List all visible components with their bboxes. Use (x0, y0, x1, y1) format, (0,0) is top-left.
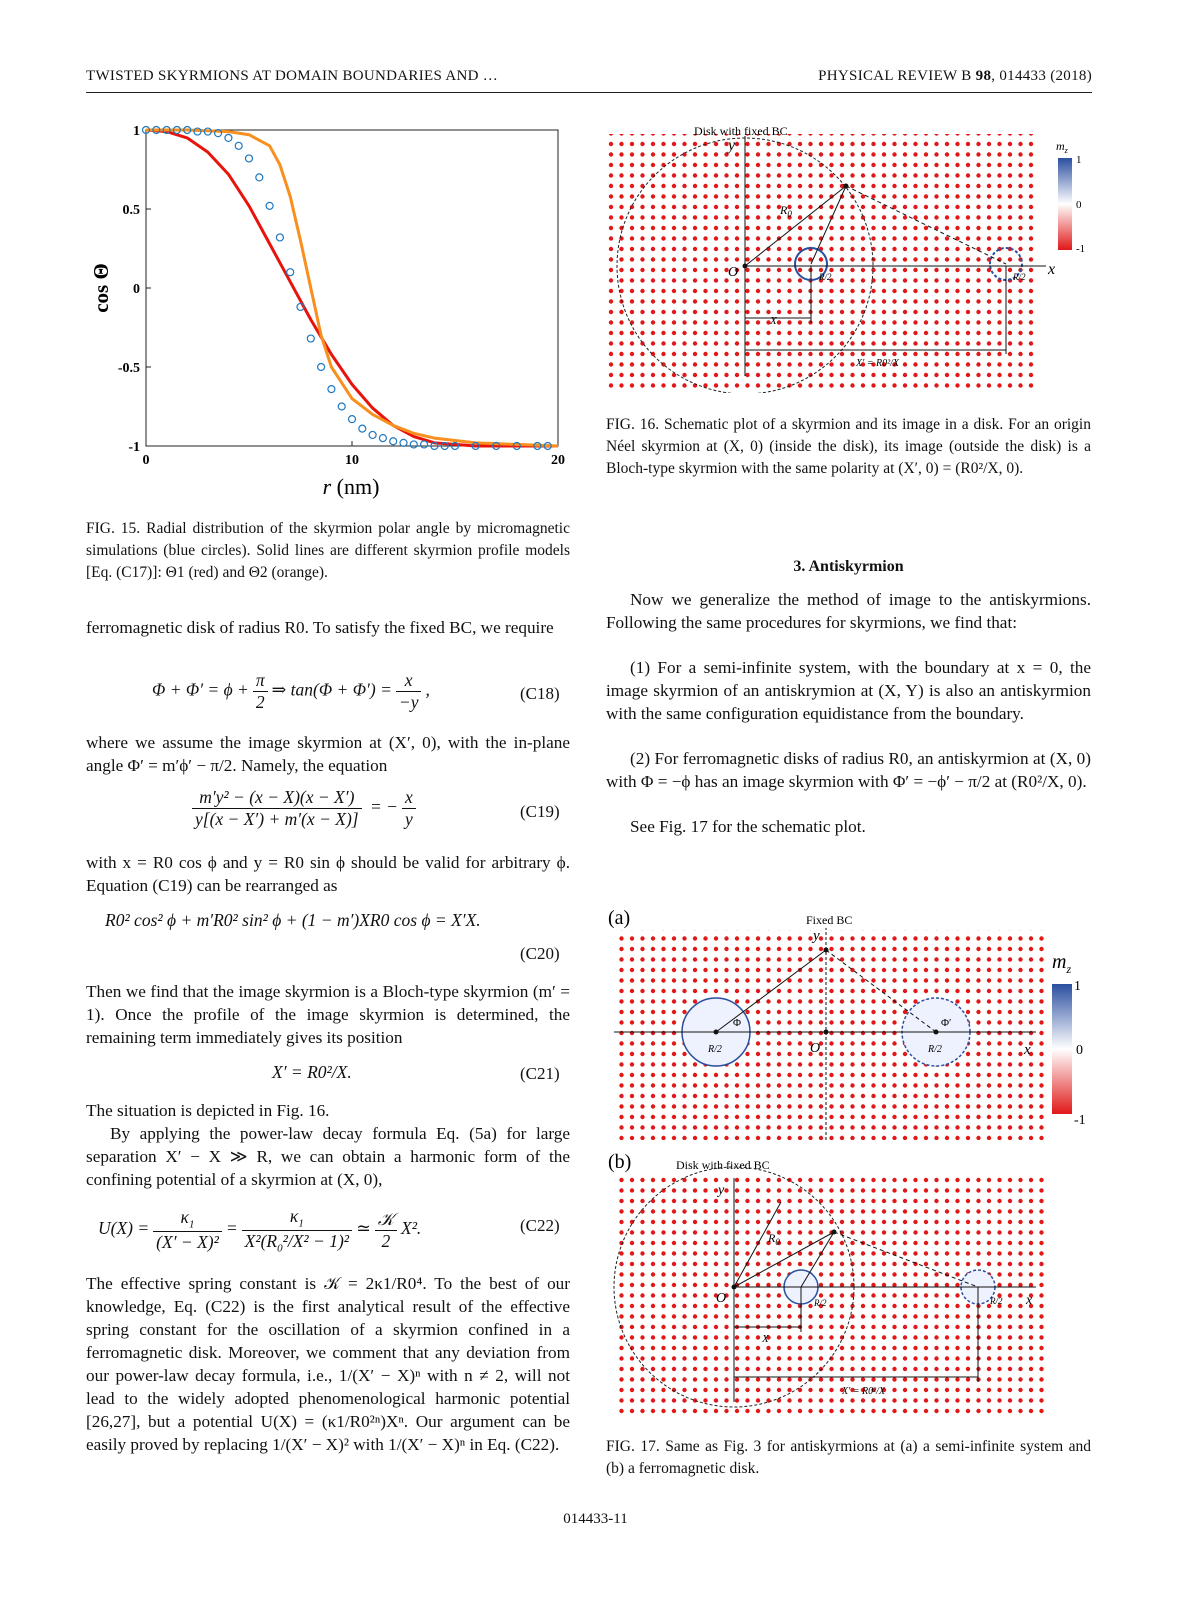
right-paragraph-3: (2) For ferromagnetic disks of radius R0, an antiskyrmion at (X, 0) with Φ = −ϕ has an image skyrmion with Φ′ = −ϕ′ − π/2 at (R0²/X, 0). (606, 749, 1091, 791)
panel-a-cbar-neg1: -1 (1074, 1113, 1086, 1128)
y-axis-label: cos Θ (89, 263, 113, 313)
x-tick-label: 0 (142, 453, 150, 468)
left-paragraph-5: The situation is depicted in Fig. 16. (86, 1101, 330, 1120)
panel-b-boundary-dot (832, 1230, 837, 1235)
phi-label: Φ (733, 1017, 742, 1029)
boundary-dot (824, 948, 829, 953)
r2-label-a: R/2 (708, 1044, 722, 1055)
xp-dim-label: X′ = R0²/X (856, 358, 900, 369)
panel-b-x-dim-label: X (762, 1333, 769, 1345)
page-number: 014433-11 (563, 1511, 628, 1527)
fig16-schematic (606, 118, 1091, 393)
right-paragraph-1: Now we generalize the method of image to the antiskyrmions. Following the same procedures for skyrmions, we find that: (606, 590, 1091, 632)
left-paragraph-2: where we assume the image skyrmion at (X′, 0), with the in-plane angle Φ′ = m′ϕ′ − π/2. Namely, the equation (86, 733, 570, 775)
fig17-caption: FIG. 17. Same as Fig. 3 for antiskyrmions at (a) a semi-infinite system and (b) a ferromagnetic disk. (606, 1438, 1091, 1477)
header-journal: PHYSICAL REVIEW B 98, 014433 (2018) (818, 68, 1092, 84)
panel-a-cbar-0: 0 (1076, 1043, 1083, 1058)
panel-b-origin: O (716, 1291, 727, 1306)
core-dot (714, 1030, 719, 1035)
equation-c21: X′ = R0²/X. (272, 1062, 352, 1082)
equation-c19: $\frac{\text{m′y² − (x − X)(x − X′)}}{y[(x - X') + m'(x - X)]}$ = − $\frac{x}{y}$ (188, 787, 420, 830)
y-tick-label: 1 (133, 124, 140, 139)
origin-dot (743, 264, 748, 269)
equation-c18: Φ + Φ′ = ϕ + $\frac{\pi}{2}$ ⇒ tan(Φ + Φ′) = $\frac{x}{-y}$ , (152, 670, 430, 712)
right-paragraph-2: (1) For a semi-infinite system, with the boundary at x = 0, the image skyrmion of an antiskrymion at (X, Y) is also an antiskyrmion with the same configuration equidistance from the boundary. (606, 658, 1091, 723)
top-label: Disk with fixed BC (694, 124, 788, 138)
running-header (86, 68, 1092, 93)
panel-a-lattice (614, 930, 1044, 1140)
panel-a-cbar-1: 1 (1074, 979, 1081, 994)
cbar-neg1: -1 (1076, 243, 1086, 255)
eq-number-c20: (C20) (520, 944, 560, 963)
panel-a-x-label: x (1024, 1042, 1031, 1058)
r0-label: $R_0$ (780, 203, 792, 219)
cbar-1: 1 (1076, 154, 1082, 166)
x-tick-label: 10 (345, 453, 359, 468)
panel-b-x-label: x (1026, 1293, 1033, 1308)
origin-label: O (728, 265, 739, 280)
panel-b-r0: $R_0$ (768, 1231, 780, 1247)
origin-dot (824, 1030, 829, 1035)
x-axis-label: r (nm) (322, 474, 380, 499)
panel-a-y-label: y (813, 928, 820, 944)
r2-label-a-image: R/2 (928, 1044, 942, 1055)
panel-a-colorbar (1052, 984, 1072, 1114)
panel-a-top: Fixed BC (806, 913, 853, 927)
equation-c22: U(X) = $\frac{\kappa_1}{\text{(X′ − X)²}}$ = $\frac{\kappa_1}{X^2(R_0^2/X^2 - 1)^2}$ ≃ $\frac{\text{𝒦}}{2}$ X². (98, 1206, 422, 1254)
mz-label: $m_z$ (1056, 139, 1068, 155)
y-tick-label: 0 (133, 282, 140, 297)
eq-number-c22: (C22) (520, 1216, 560, 1235)
x-dim-label: X (770, 315, 777, 327)
panel-b-top: Disk with fixed BC (676, 1158, 770, 1172)
fig16-caption: FIG. 16. Schematic plot of a skyrmion and its image in a disk. For an origin Néel skyrmion at (X, 0) (inside the disk), its image (outside the disk) is a Bloch-type skyrmion with the same polarity at (X′, 0) = (R0²/X, 0). (606, 416, 1091, 477)
eq-number-c18: (C18) (520, 684, 560, 703)
right-paragraph-4: See Fig. 17 for the schematic plot. (630, 817, 866, 836)
cbar-0: 0 (1076, 199, 1082, 211)
left-paragraph-3: with x = R0 cos ϕ and y = R0 sin ϕ should be valid for arbitrary ϕ. Equation (C19) can be rearranged as (86, 853, 570, 895)
left-paragraph-7: The effective spring constant is 𝒦 = 2κ1/R0⁴. To the best of our knowledge, Eq. (C22) is the first analytical result of the effective spring constant for the oscillation of a skyrmion confined in a ferromagnetic disk. Moreover, we comment that any deviation from our power-law decay formula, i.e., 1/(X′ − X)ⁿ with n ≠ 2, will not lead to the widely adopted phenomenological harmonic potential [26,27], but a potential U(X) = (κ1/R0²ⁿ)Xⁿ. Our argument can be easily proved by replacing 1/(X′ − X)² with 1/(X′ − X)ⁿ in Eq. (C22). (86, 1274, 570, 1454)
panel-b-r2-image: R/2 (990, 1296, 1003, 1306)
panel-b-y-label: y (718, 1183, 725, 1198)
boundary-dot (844, 184, 849, 189)
fig15-chart (86, 112, 576, 507)
x-label: x (1048, 261, 1056, 278)
panel-a-tag: (a) (608, 907, 631, 929)
left-paragraph-1: ferromagnetic disk of radius R0. To satisfy the fixed BC, we require (86, 618, 554, 637)
colorbar (1058, 158, 1072, 250)
image-dot (934, 1030, 939, 1035)
x-tick-label: 20 (551, 453, 565, 468)
fig15-caption: FIG. 15. Radial distribution of the skyrmion polar angle by micromagnetic simulations (blue circles). Solid lines are different skyrmion profile models [Eq. (C17)]: Θ1 (red) and Θ2 (orange). (86, 520, 570, 581)
left-paragraph-4: Then we find that the image skyrmion is a Bloch-type skyrmion (m′ = 1). Once the profile of the image skyrmion is determined, the remaining term immediately gives its position (86, 982, 570, 1047)
y-tick-label: 0.5 (122, 203, 140, 218)
eq-number-c21: (C21) (520, 1064, 560, 1083)
phip-label: Φ′ (941, 1017, 952, 1029)
y-tick-label: -1 (128, 440, 140, 455)
panel-b-r2: R/2 (814, 1298, 827, 1308)
y-label: y (728, 137, 736, 154)
eq-number-c19: (C19) (520, 802, 560, 821)
left-paragraph-6: By applying the power-law decay formula Eq. (5a) for large separation X′ − X ≫ R, we can obtain a harmonic form of the confining potential of a skyrmion at (X, 0), (86, 1124, 570, 1189)
equation-c20: R0² cos² ϕ + m′R0² sin² ϕ + (1 − m′)XR0 cos ϕ = X′X. (105, 910, 481, 930)
section-heading: 3. Antiskyrmion (793, 558, 904, 575)
header-title: TWISTED SKYRMIONS AT DOMAIN BOUNDARIES AND … (86, 68, 499, 84)
panel-a-mz: $m_z$ (1052, 951, 1072, 976)
panel-b-origin-dot (732, 1285, 737, 1290)
y-tick-label: -0.5 (117, 361, 140, 376)
r2-label-image: R/2 (1013, 272, 1026, 282)
r2-label: R/2 (819, 272, 832, 282)
panel-a-origin: O (810, 1041, 821, 1056)
fig17-schematic (606, 902, 1091, 1422)
panel-b-tag: (b) (608, 1151, 632, 1173)
panel-b-xp-dim-label: X′ = R0²/X (842, 1386, 886, 1397)
